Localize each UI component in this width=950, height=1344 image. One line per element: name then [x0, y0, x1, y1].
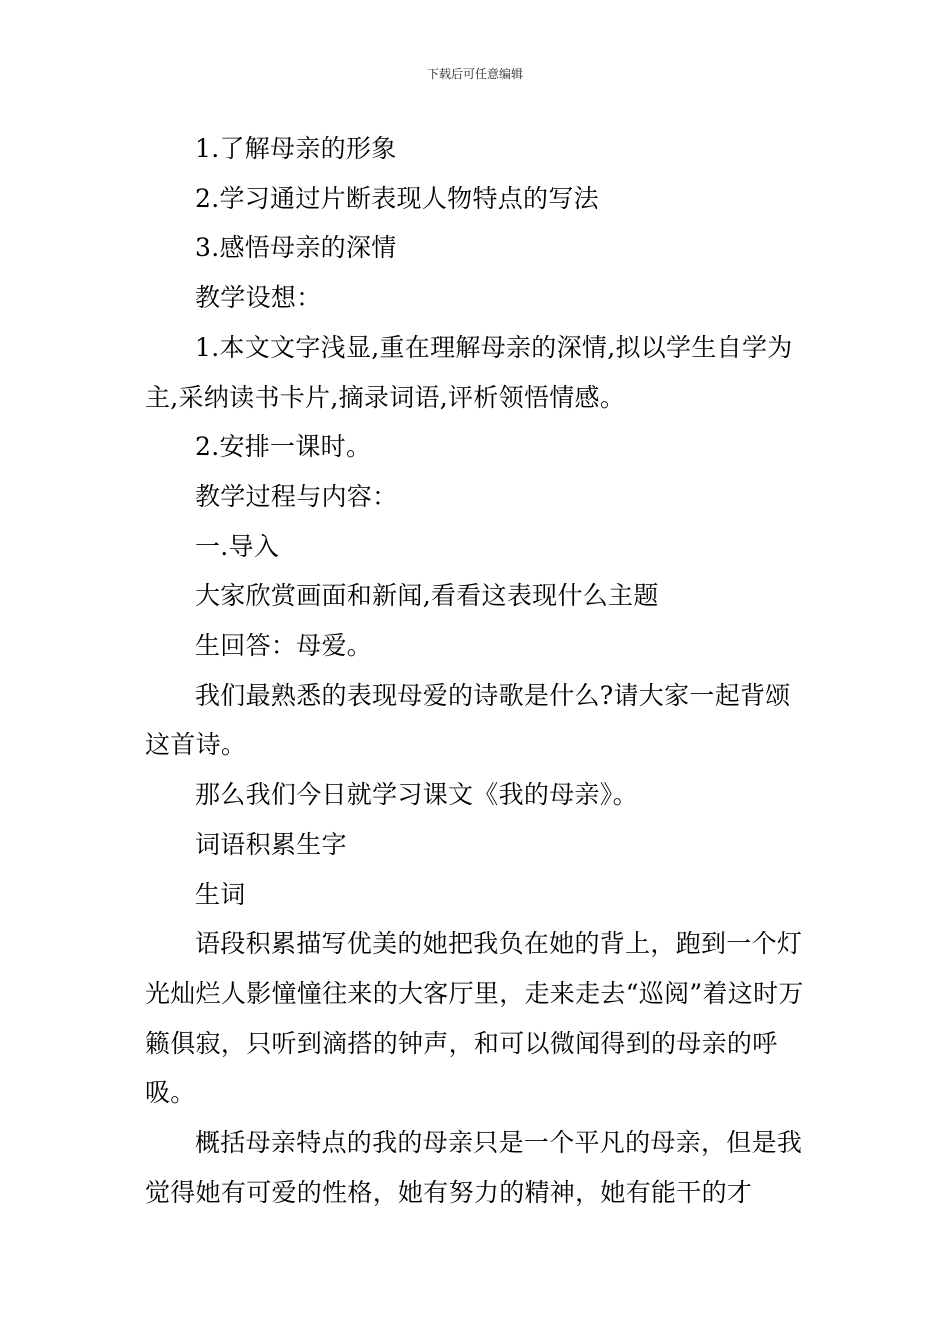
- objective-2: 2.学习通过片断表现人物特点的写法: [195, 183, 599, 213]
- objective-1: 1.了解母亲的形象: [195, 134, 397, 163]
- document-body: [145, 124, 805, 1217]
- paragraph-passage-summary: 概括母亲特点的我的母亲只是一个平凡的母亲，但是我觉得她有可爱的性格，她有努力的精神，她有能干的才: [145, 1128, 803, 1207]
- page-header: 下载后可任意编辑: [426, 67, 523, 81]
- paragraph-watch-news: 大家欣赏画面和新闻,看看这表现什么主题: [195, 581, 659, 611]
- design-item-1: 1.本文文字浅显,重在理解母亲的深情,拟以学生自学为主,采纳读书卡片,摘录词语,评析领悟情感。: [145, 332, 793, 412]
- paragraph-student-answer: 生回答：母爱。: [195, 631, 373, 661]
- step-heading-introduction: 一.导入: [195, 531, 280, 561]
- paragraph-lesson-title: 那么我们今日就学习课文《我的母亲》。: [195, 780, 638, 810]
- paragraph-passage-descriptive: 语段积累描写优美的她把我负在她的背上，跑到一个灯光灿烂人影憧憧往来的大客厅里，走来走去“巡阅”着这时万籁俱寂，只听到滴搭的钟声，和可以微闻得到的母亲的呼吸。: [145, 929, 804, 1108]
- paragraph-vocab-words: 生词: [195, 879, 246, 909]
- section-heading-teaching-design: 教学设想：: [195, 283, 322, 313]
- paragraph-vocab-chars: 词语积累生字: [195, 829, 347, 859]
- objective-3: 3.感悟母亲的深情: [195, 233, 397, 263]
- paragraph-poem-question: 我们最熟悉的表现母爱的诗歌是什么?请大家一起背颂这首诗。: [145, 680, 791, 760]
- design-item-2: 2.安排一课时。: [195, 432, 372, 462]
- section-heading-teaching-process: 教学过程与内容：: [195, 481, 398, 511]
